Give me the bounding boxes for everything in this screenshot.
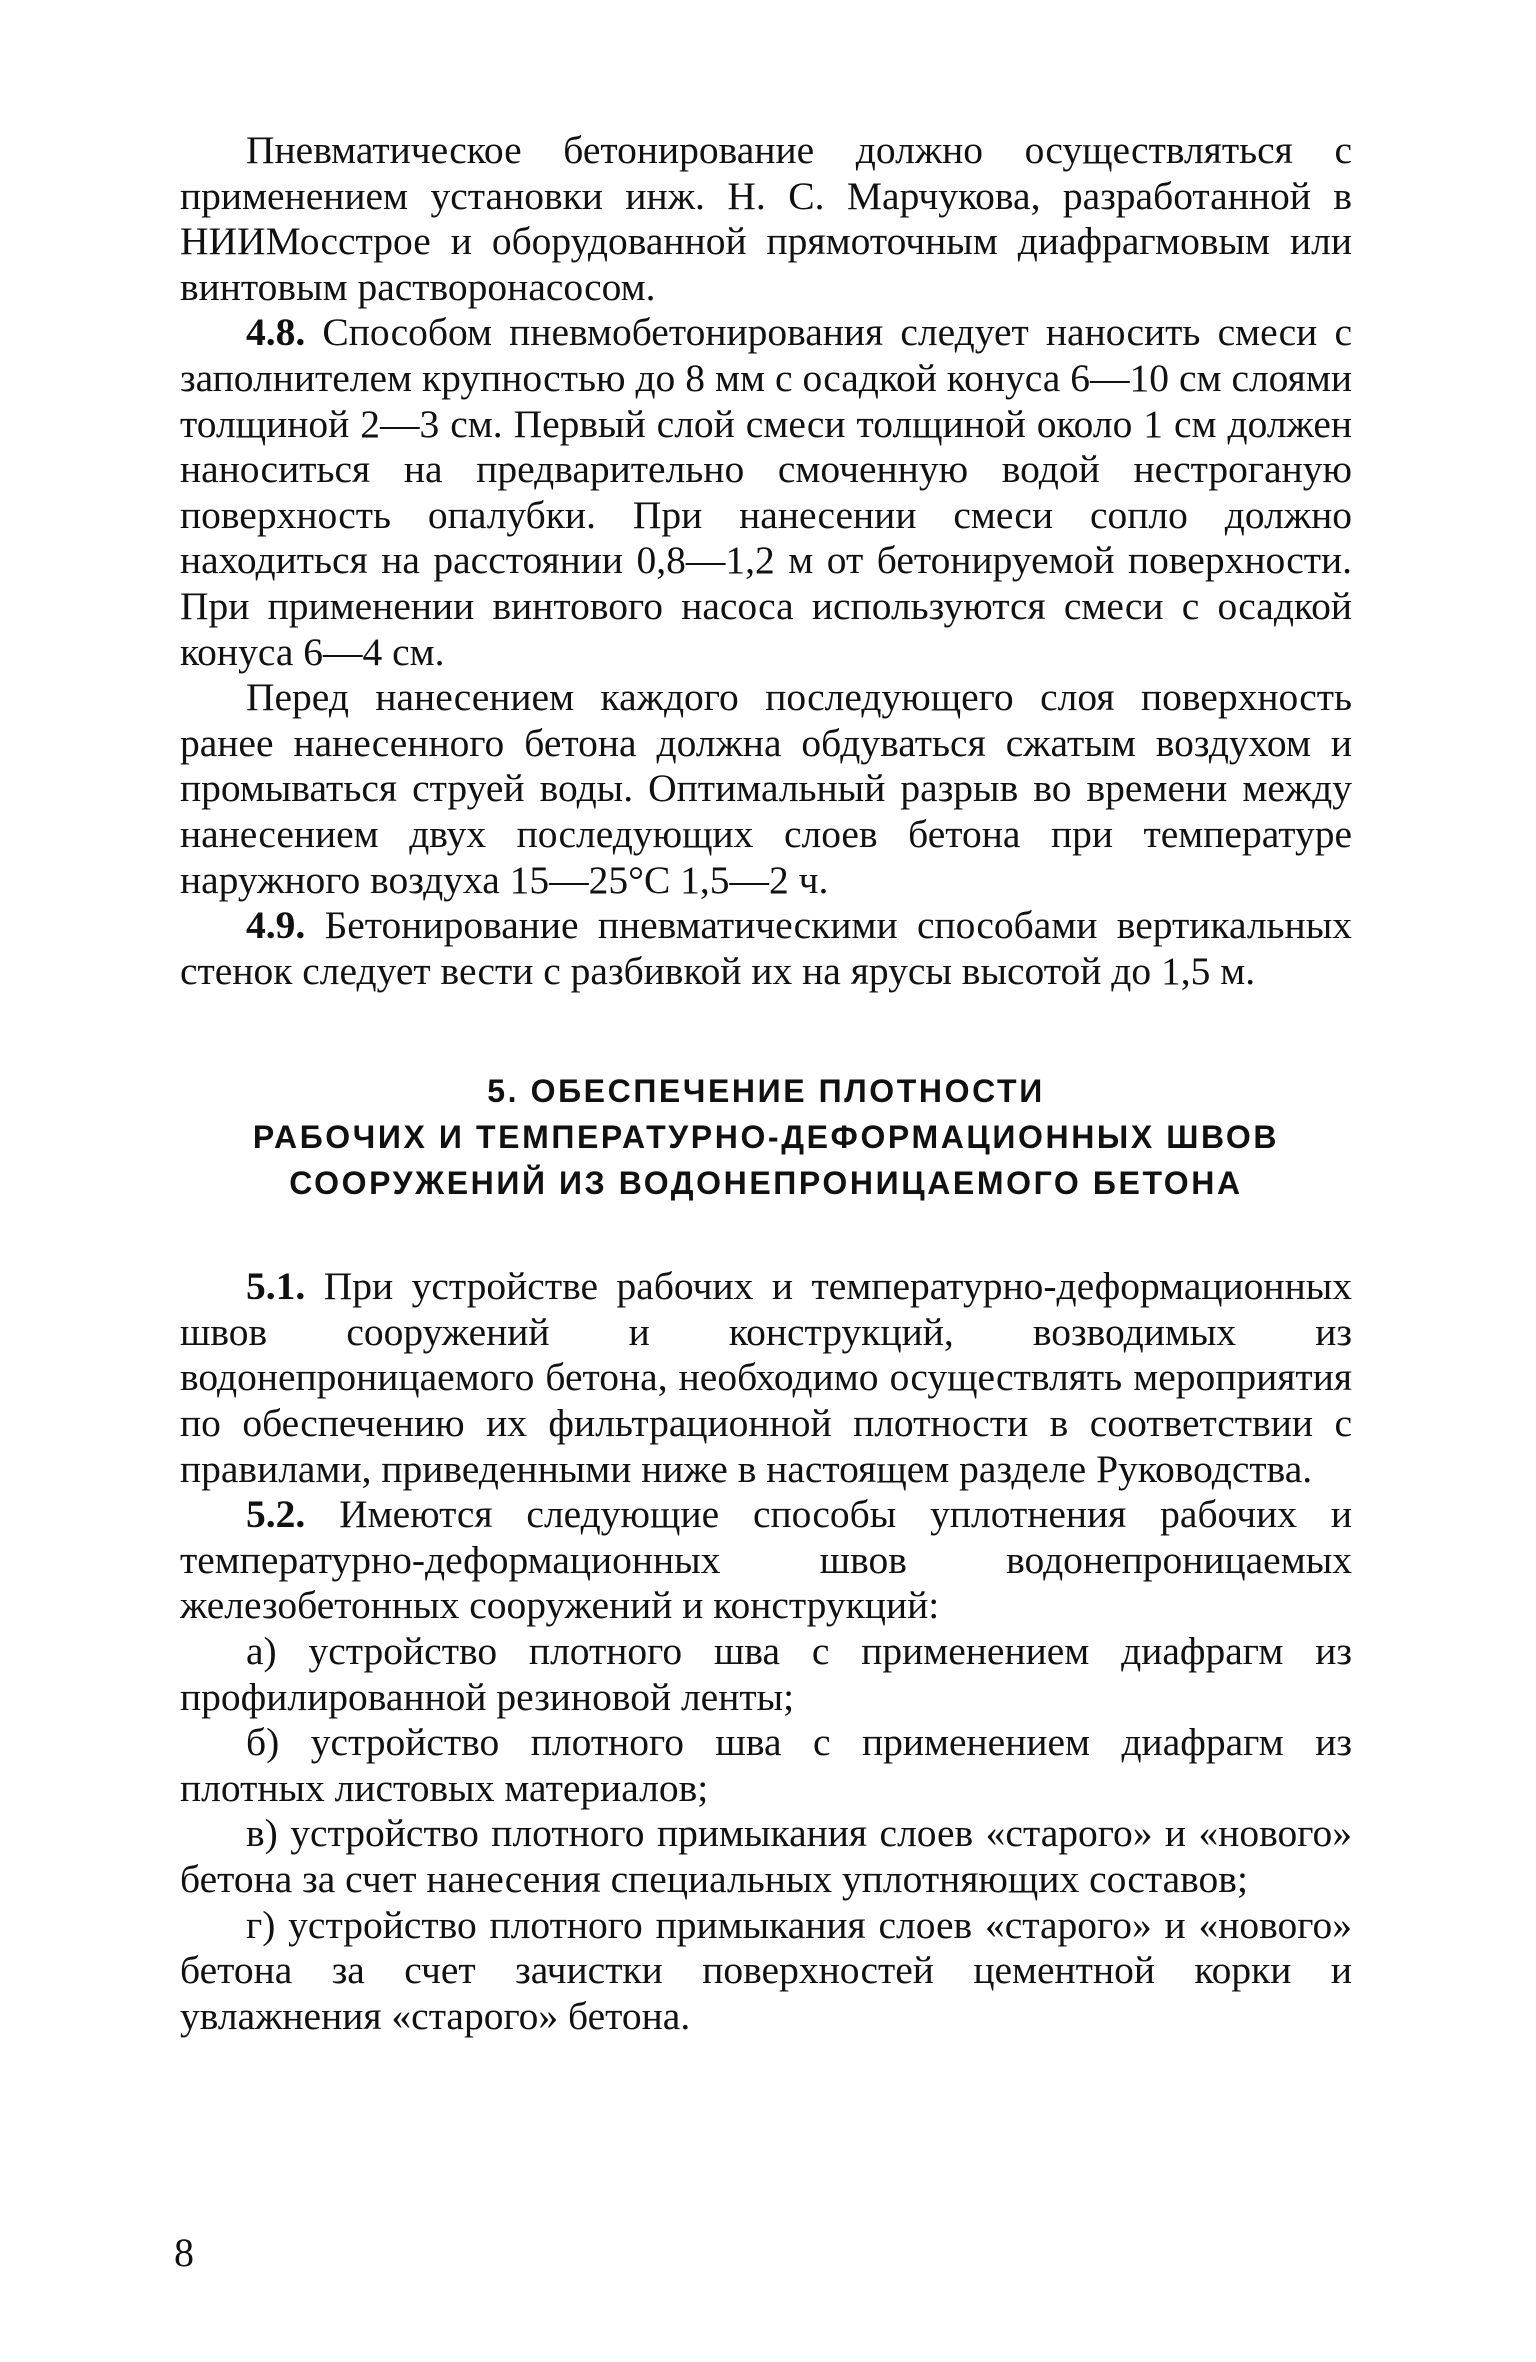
list-item-text: а) устройство плотного шва с применением диафрагм из профилированной резиновой ленты; [180, 1629, 1352, 1719]
paragraph-text: Способом пневмобетонирования следует наносить смеси с заполнителем крупностью до 8 мм с осадкой конуса 6—10 см слоями толщиной 2—3 см. Первый слой смеси толщиной около 1 см должен наноситься на предварительно смоченную водой нестроганую поверхность опалубки. При нанесении смеси сопло должно находиться на расстоянии 0,8—1,2 м от бетонируемой поверхности. При применении винтового насоса используются смеси с осадкой конуса 6—4 см. [180, 310, 1352, 674]
section-heading-line-3: СООРУЖЕНИЙ ИЗ ВОДОНЕПРОНИЦАЕМОГО БЕТОНА [289, 1165, 1243, 1202]
paragraph-text: Имеются следующие способы уплотнения рабочих и температурно-деформационных швов водонепроницаемых железобетонных сооружений и конструкций: [180, 1492, 1352, 1628]
section-heading [180, 1068, 1352, 1206]
list-item-text: б) устройство плотного шва с применением диафрагм из плотных листовых материалов; [180, 1720, 1352, 1810]
list-item-g [180, 1903, 1352, 2040]
list-item-v [180, 1811, 1352, 1902]
paragraph-4-9 [180, 903, 1352, 994]
list-item-text: г) устройство плотного примыкания слоев «старого» и «нового» бетона за счет зачистки поверхностей цементной корки и увлажнения «старого» бетона. [180, 1902, 1352, 2038]
page-content [180, 128, 1352, 2039]
list-item-a [180, 1629, 1352, 1720]
paragraph-text: Бетонирование пневматическими способами вертикальных стенок следует вести с разбивкой их на ярусы высотой до 1,5 м. [180, 903, 1352, 993]
list-item-text: в) устройство плотного примыкания слоев «старого» и «нового» бетона за счет нанесения специальных уплотняющих составов; [180, 1811, 1352, 1901]
section-heading-line-2: РАБОЧИХ И ТЕМПЕРАТУРНО-ДЕФОРМАЦИОННЫХ ШВОВ [252, 1119, 1280, 1156]
paragraph-number: 4.8. [246, 310, 306, 355]
paragraph-number: 5.1. [246, 1264, 306, 1309]
paragraph-5-2 [180, 1492, 1352, 1629]
paragraph-4-8-continuation [180, 675, 1352, 903]
section-heading-line-1: 5. ОБЕСПЕЧЕНИЕ ПЛОТНОСТИ [487, 1073, 1045, 1110]
paragraph-text: Перед нанесением каждого последующего слоя поверхность ранее нанесенного бетона должна обдуваться сжатым воздухом и промываться струей воды. Оптимальный разрыв во времени между нанесением двух последующих слоев бетона при температуре наружного воздуха 15—25°С 1,5—2 ч. [180, 675, 1352, 902]
paragraph-number: 5.2. [246, 1492, 306, 1537]
paragraph-intro-text: Пневматическое бетонирование должно осуществляться с применением установки инж. Н. С. Марчукова, разработанной в НИИМосстрое и оборудованной прямоточным диафрагмовым или винтовым растворонасосом. [180, 128, 1352, 309]
paragraph-number: 4.9. [246, 903, 306, 948]
list-item-b [180, 1720, 1352, 1811]
paragraph-text: При устройстве рабочих и температурно-деформационных швов сооружений и конструкций, возводимых из водонепроницаемого бетона, необходимо осуществлять мероприятия по обеспечению их фильтрационной плотности в соответствии с правилами, приведенными ниже в настоящем разделе Руководства. [180, 1264, 1352, 1491]
paragraph-intro [180, 128, 1352, 310]
page-number: 8 [174, 2230, 194, 2275]
paragraph-4-8 [180, 310, 1352, 675]
paragraph-5-1 [180, 1264, 1352, 1492]
